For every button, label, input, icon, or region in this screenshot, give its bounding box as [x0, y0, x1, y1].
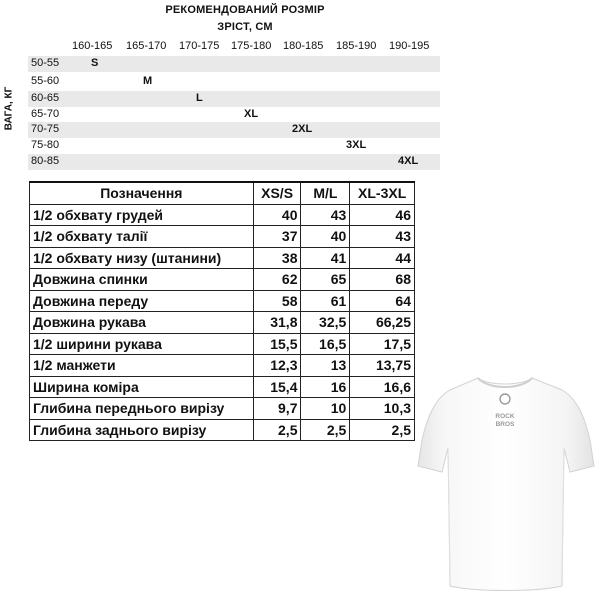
- col-header: M/L: [301, 182, 350, 204]
- measurements-table: [29, 181, 415, 441]
- table-header-row: [30, 182, 415, 204]
- size-label: 2XL: [292, 123, 313, 135]
- weight-axis-label: ВАГА, КГ: [3, 86, 15, 131]
- size-label: 4XL: [398, 155, 419, 167]
- size-label: L: [196, 92, 203, 104]
- table-row: Глибина переднього вирізу 9,7 10 10,3: [30, 398, 415, 420]
- col-header: XL-3XL: [350, 182, 415, 204]
- height-col-2: 165-170: [126, 40, 167, 52]
- logo-text-line: ROCK: [495, 413, 515, 420]
- weight-row-55-60: 55-60 M: [31, 75, 153, 87]
- table-row: 1/2 обхвату грудей 40 43 46: [30, 204, 415, 226]
- height-column-headers: [0, 38, 440, 55]
- height-col-5: 180-185: [283, 40, 324, 52]
- height-col-7: 190-195: [389, 40, 430, 52]
- height-col-6: 185-190: [336, 40, 377, 52]
- table-row: Глибина заднього вирізу 2,5 2,5 2,5: [30, 419, 415, 441]
- chart-title: РЕКОМЕНДОВАНИЙ РОЗМІР: [165, 4, 325, 16]
- size-label: S: [91, 57, 99, 69]
- table-row: 1/2 ширини рукава 15,5 16,5 17,5: [30, 333, 415, 355]
- weight-row-70-75: 70-75 2XL: [28, 122, 440, 138]
- table-row: 1/2 обхвату низу (штанини) 38 41 44: [30, 247, 415, 269]
- weight-row-50-55: 50-55 S: [28, 56, 440, 72]
- weight-row-60-65: 60-65 L: [28, 91, 440, 107]
- table-row: 1/2 обхвату талії 37 40 43: [30, 226, 415, 248]
- size-label: XL: [244, 108, 259, 120]
- height-col-3: 170-175: [179, 40, 220, 52]
- weight-row-80-85: 80-85 4XL: [28, 154, 440, 170]
- height-col-1: 160-165: [72, 40, 113, 52]
- size-label: M: [143, 75, 153, 87]
- size-label: 3XL: [346, 139, 367, 151]
- weight-row-65-70: 65-70 XL: [31, 108, 259, 120]
- col-header: XS/S: [253, 182, 301, 204]
- table-row: 1/2 манжети 12,3 13 13,75: [30, 355, 415, 377]
- table-row: Ширина коміра 15,4 16 16,6: [30, 376, 415, 398]
- weight-row-75-80: 75-80 3XL: [31, 139, 367, 151]
- height-axis-label: ЗРІСТ, СМ: [217, 21, 273, 33]
- height-col-4: 175-180: [231, 40, 272, 52]
- logo-text-line: BROS: [495, 421, 515, 428]
- table-row: Довжина спинки 62 65 68: [30, 269, 415, 291]
- table-row: Довжина рукава 31,8 32,5 66,25: [30, 312, 415, 334]
- table-row: Довжина переду 58 61 64: [30, 290, 415, 312]
- white-tshirt-image: [412, 370, 600, 596]
- col-header: Позначення: [30, 182, 254, 204]
